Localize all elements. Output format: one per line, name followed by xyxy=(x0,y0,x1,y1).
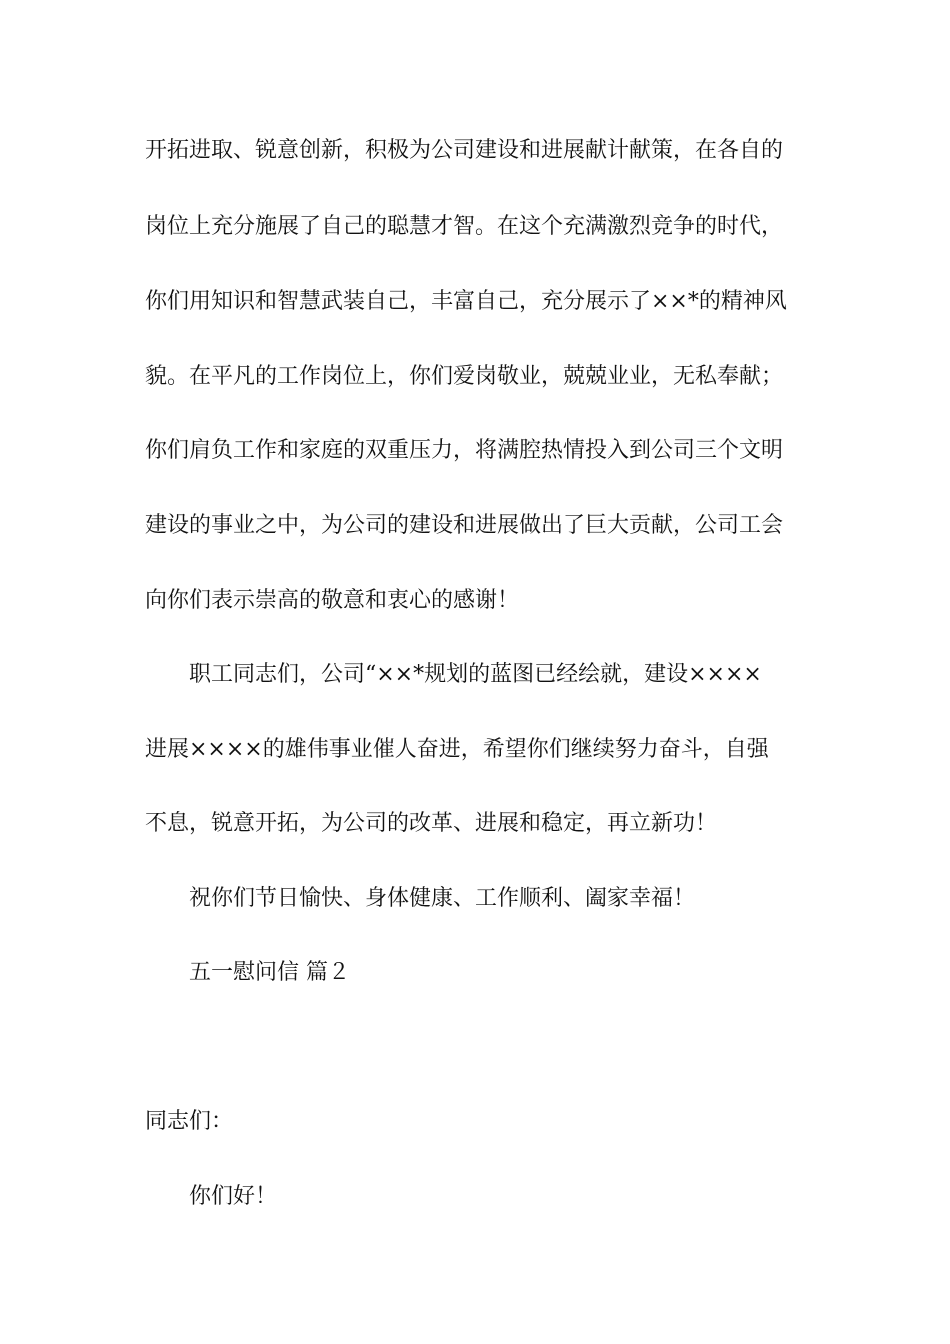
salutation: 同志们： xyxy=(145,1109,234,1134)
section-heading: 五一慰问信 篇２ xyxy=(189,960,350,985)
body-text-line: 进展××××的雄伟事业催人奋进，希望你们继续努力奋斗，自强 xyxy=(145,737,769,762)
body-text-line: 向你们表示崇高的敬意和衷心的感谢！ xyxy=(145,588,520,613)
body-text-line: 开拓进取、锐意创新，积极为公司建设和进展献计献策，在各自的 xyxy=(145,138,784,163)
body-text-line: 你们用知识和智慧武装自己，丰富自己，充分展示了××*的精神风 xyxy=(145,289,787,314)
body-text-line: 岗位上充分施展了自己的聪慧才智。在这个充满激烈竞争的时代， xyxy=(145,214,784,239)
body-text-line: 你们肩负工作和家庭的双重压力，将满腔热情投入到公司三个文明 xyxy=(145,438,784,463)
greeting: 你们好！ xyxy=(189,1184,278,1209)
body-text-line: 职工同志们，公司“××*规划的蓝图已经绘就，建设×××× xyxy=(189,662,762,687)
body-text-line: 不息，锐意开拓，为公司的改革、进展和稳定，再立新功！ xyxy=(145,811,718,836)
body-text-line: 建设的事业之中，为公司的建设和进展做出了巨大贡献，公司工会 xyxy=(145,513,784,538)
body-text-line: 貌。在平凡的工作岗位上，你们爱岗敬业，兢兢业业，无私奉献； xyxy=(145,364,784,389)
body-text-line: 祝你们节日愉快、身体健康、工作顺利、阖家幸福！ xyxy=(189,886,696,911)
